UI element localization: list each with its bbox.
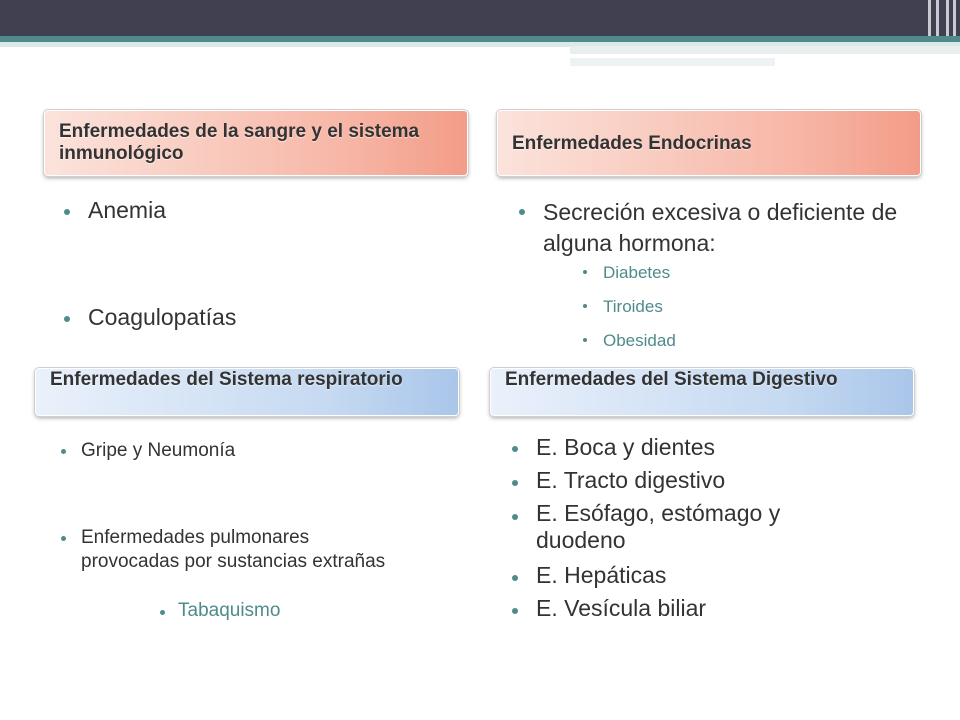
decorative-line <box>928 0 931 36</box>
slide-accent-strip <box>570 58 775 66</box>
section-header-text: Enfermedades del Sistema respiratorio <box>50 369 403 390</box>
section-header-blood-immune <box>44 110 468 176</box>
list-item: Gripe y Neumonía <box>81 440 236 461</box>
list-item: Secreción excesiva o deficiente de alguna hormona: <box>543 199 898 256</box>
bullet-icon <box>583 270 587 274</box>
bullet-icon <box>61 536 66 541</box>
section-header-digestive <box>490 368 914 416</box>
bullet-icon <box>512 480 518 486</box>
list-item: Coagulopatías <box>88 304 237 330</box>
list-item: Enfermedades pulmonares provocadas por sustancias extrañas <box>81 527 386 572</box>
sub-list-item: Obesidad <box>603 331 676 350</box>
section-header-text: Enfermedades del Sistema Digestivo <box>505 369 838 390</box>
decorative-line <box>946 0 949 36</box>
slide-accent-strip <box>570 46 960 54</box>
section-header-respiratory <box>35 368 459 416</box>
list-item: E. Esófago, estómago y duodeno <box>536 500 781 553</box>
sub-list-item: Tabaquismo <box>178 600 281 621</box>
bullet-icon <box>64 316 70 322</box>
bullet-icon <box>583 338 587 342</box>
section-header-endocrine <box>497 110 921 176</box>
bullet-icon <box>512 446 518 452</box>
list-item: E. Hepáticas <box>536 562 667 588</box>
bullet-icon <box>160 610 165 615</box>
decorative-line <box>936 0 939 36</box>
bullet-icon <box>512 575 518 581</box>
sub-list-item: Tiroides <box>603 297 663 316</box>
bullet-icon <box>583 304 587 308</box>
bullet-icon <box>512 514 518 520</box>
bullet-icon <box>64 209 70 215</box>
slide-top-bar <box>0 0 960 36</box>
bullet-icon <box>61 449 66 454</box>
bullet-icon <box>519 209 525 215</box>
decorative-line <box>953 0 956 36</box>
section-header-text: Enfermedades de la sangre y el sistema inmunológico <box>59 121 420 164</box>
section-header-text: Enfermedades Endocrinas <box>512 133 752 154</box>
list-item: Anemia <box>88 197 166 223</box>
list-item: E. Boca y dientes <box>536 434 715 460</box>
bullet-icon <box>512 608 518 614</box>
list-item: E. Vesícula biliar <box>536 595 707 621</box>
list-item: E. Tracto digestivo <box>536 467 726 493</box>
sub-list-item: Diabetes <box>603 263 671 282</box>
